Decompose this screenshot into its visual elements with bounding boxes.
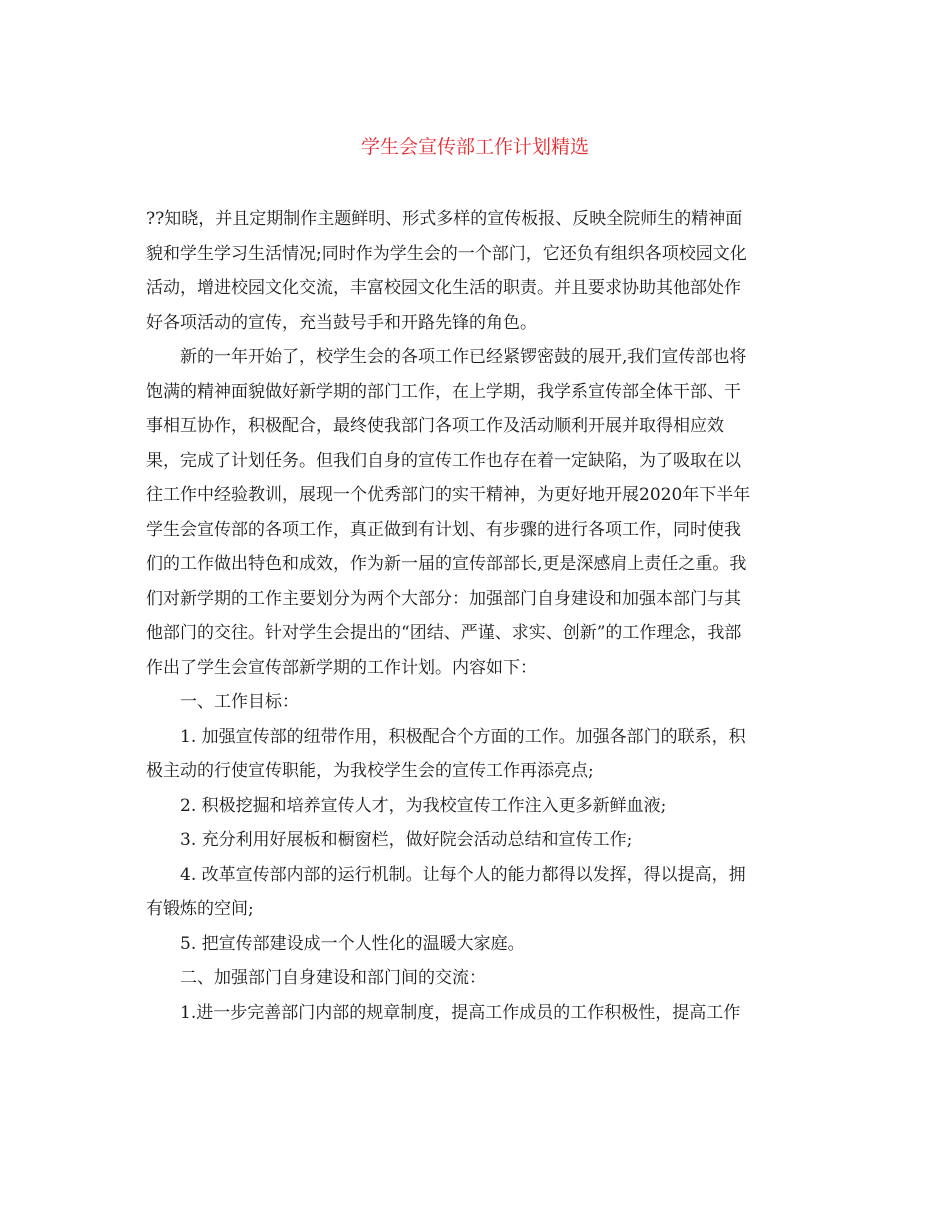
section-heading: 一、工作目标： <box>180 692 299 712</box>
body-line: 新的一年开始了，校学生会的各项工作已经紧锣密鼓的展开,我们宣传部也将 <box>180 347 747 367</box>
list-item: 2. 积极挖掘和培养宣传人才，为我校宣传工作注入更多新鲜血液; <box>180 795 667 816</box>
body-line: 事相互协作，积极配合，最终使我部门各项工作及活动顺利开展并取得相应效 <box>146 416 724 436</box>
body-line: 学生会宣传部的各项工作，真正做到有计划、有步骤的进行各项工作，同时使我 <box>146 519 741 540</box>
body-line: 他部门的交往。针对学生会提出的“团结、严谨、求实、创新”的工作理念，我部 <box>146 623 742 643</box>
list-item: 1. 加强宣传部的纽带作用，积极配合个方面的工作。加强各部门的联系，积 <box>180 726 746 747</box>
list-item: 5. 把宣传部建设成一个人性化的温暖大家庭。 <box>180 933 525 954</box>
section-heading: 二、加强部门自身建设和部门间的交流： <box>180 968 486 988</box>
body-line: ??知晓，并且定期制作主题鲜明、形式多样的宣传板报、反映全院师生的精神面 <box>146 209 743 229</box>
list-item-continuation: 有锻炼的空间; <box>146 899 254 919</box>
body-line: 作出了学生会宣传部新学期的工作计划。内容如下： <box>146 657 537 678</box>
body-line: 们的工作做出特色和成效，作为新一届的宣传部部长,更是深感肩上责任之重。我 <box>146 554 747 574</box>
body-line: 们对新学期的工作主要划分为两个大部分：加强部门自身建设和加强本部门与其 <box>146 588 741 609</box>
body-line: 好各项活动的宣传，充当鼓号手和开路先锋的角色。 <box>146 312 537 333</box>
body-line: 果，完成了计划任务。但我们自身的宣传工作也存在着一定缺陷，为了吸取在以 <box>146 450 741 471</box>
list-item: 4. 改革宣传部内部的运行机制。让每个人的能力都得以发挥，得以提高，拥 <box>180 864 746 885</box>
document-title: 学生会宣传部工作计划精选 <box>360 136 589 158</box>
list-item-continuation: 极主动的行使宣传职能，为我校学生会的宣传工作再添亮点; <box>146 761 594 781</box>
document-body <box>146 202 806 1030</box>
list-item: 3. 充分利用好展板和橱窗栏，做好院会活动总结和宣传工作; <box>180 830 633 850</box>
list-item: 1.进一步完善部门内部的规章制度，提高工作成员的工作积极性，提高工作 <box>180 1002 741 1023</box>
body-line: 貌和学生学习生活情况;同时作为学生会的一个部门，它还负有组织各项校园文化 <box>146 243 747 264</box>
body-line: 往工作中经验教训，展现一个优秀部门的实干精神，为更好地开展2020年下半年 <box>146 485 751 505</box>
body-line: 活动，增进校园文化交流，丰富校园文化生活的职责。并且要求协助其他部处作 <box>146 278 741 298</box>
body-line: 饱满的精神面貌做好新学期的部门工作，在上学期，我学系宣传部全体干部、干 <box>146 381 741 402</box>
